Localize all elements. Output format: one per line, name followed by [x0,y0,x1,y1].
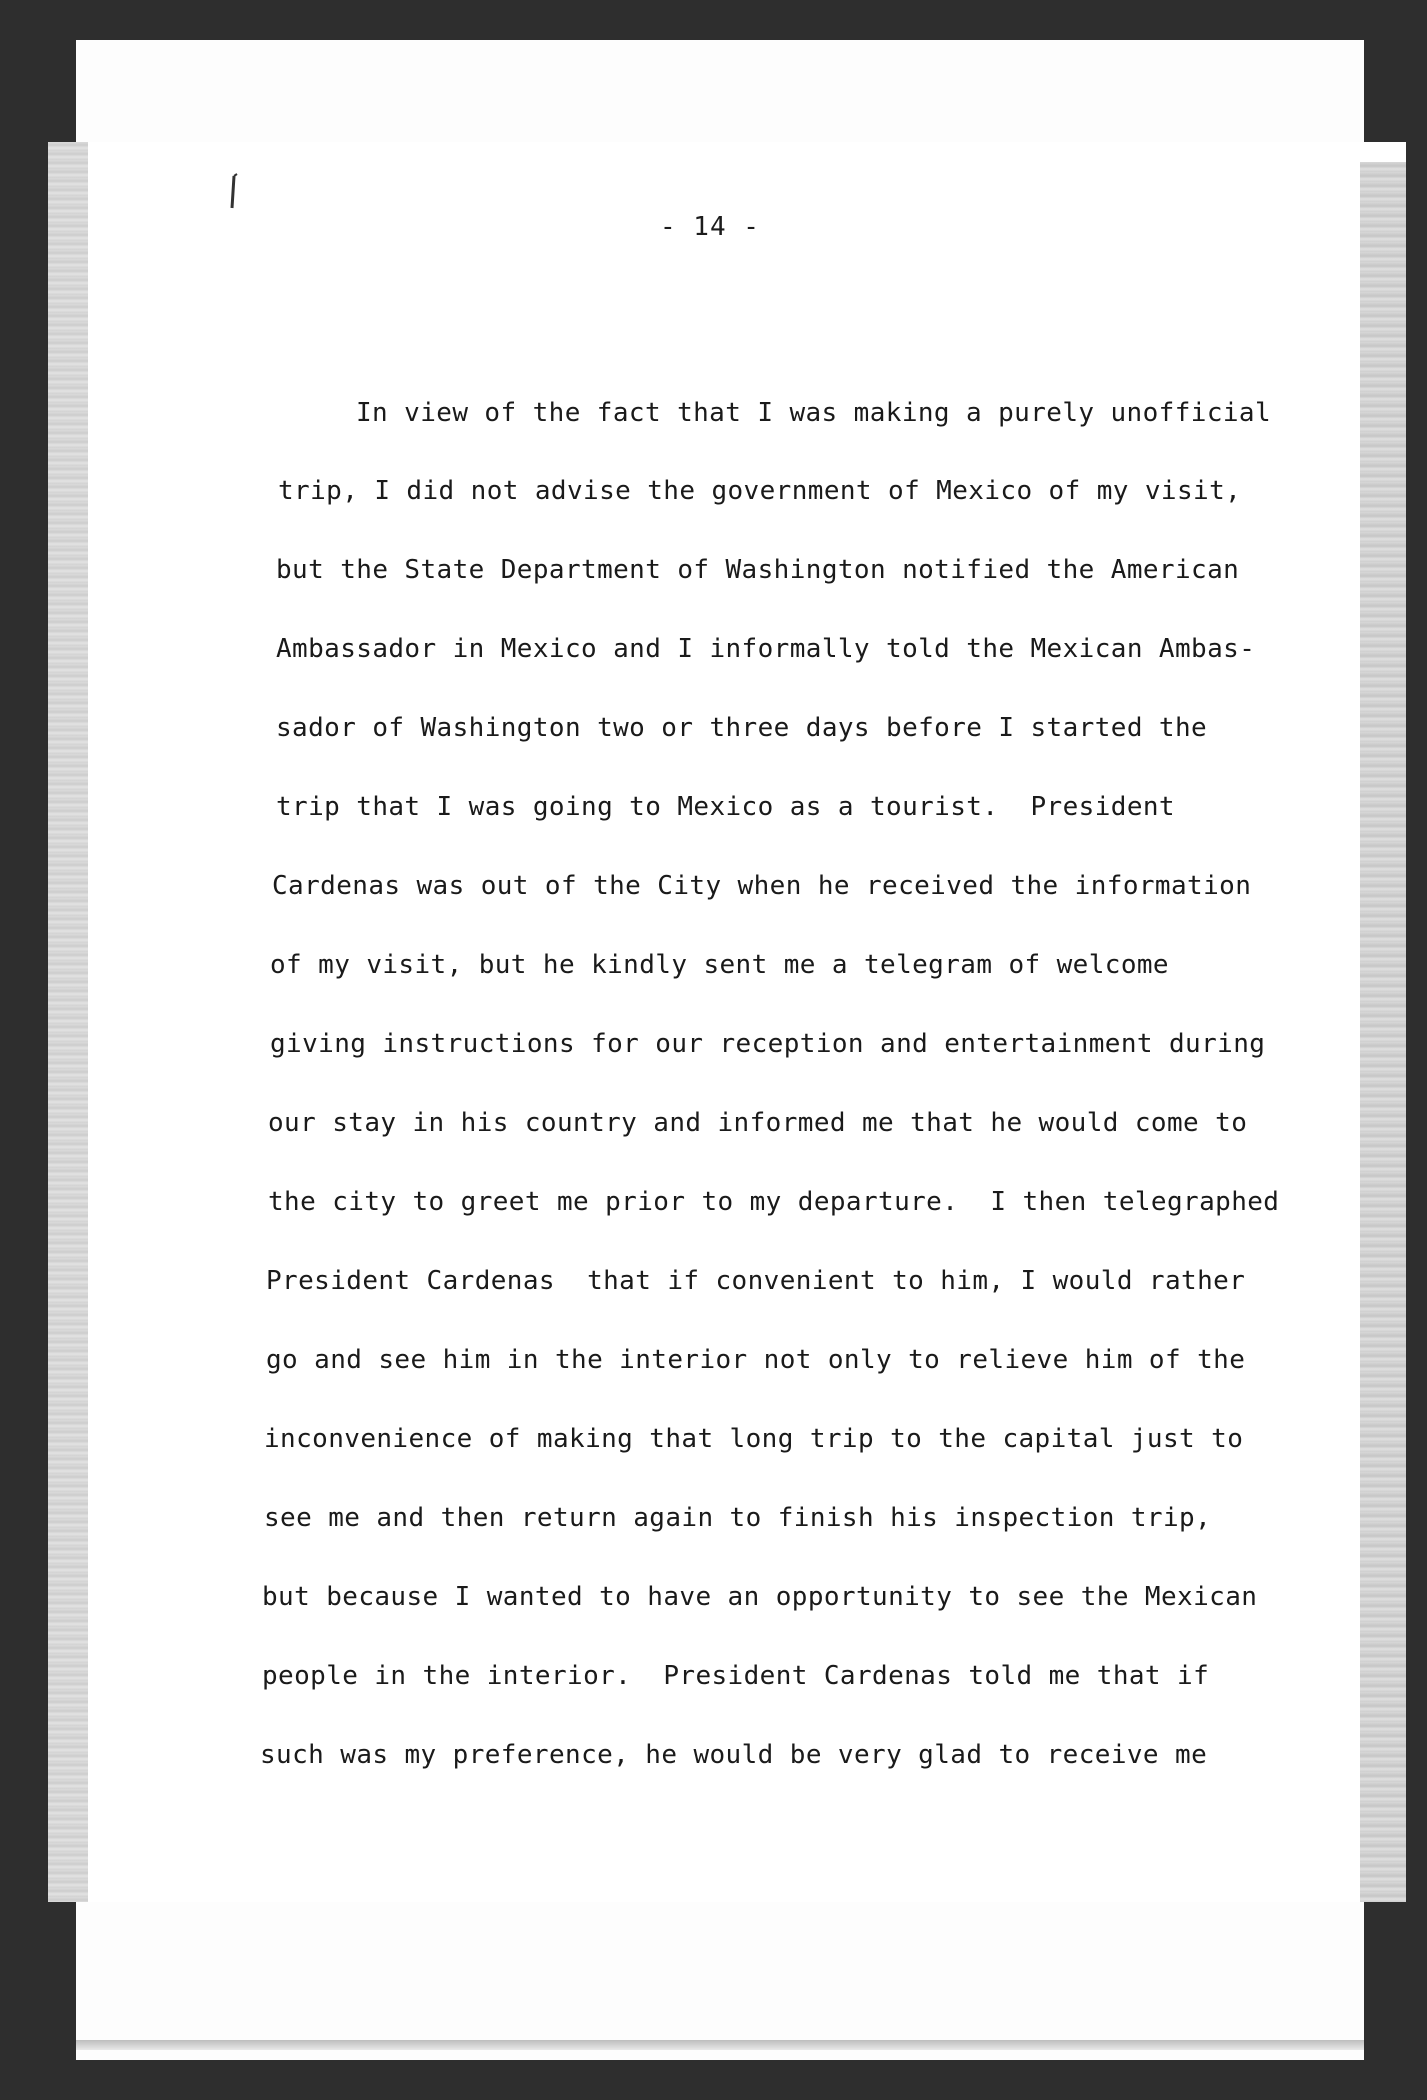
margin-pencil-marks [226,172,266,302]
text-line: trip that I was going to Mexico as a tourist. President [276,792,1175,822]
text-line: inconvenience of making that long trip to the capital just to [264,1424,1244,1454]
text-line: In view of the fact that I was making a purely unofficial [356,398,1272,428]
text-line: but the State Department of Washington notified the American [276,555,1240,585]
page-bottom-shadow [76,2040,1364,2050]
text-line: President Cardenas that if convenient to him, I would rather [266,1266,1246,1296]
text-line: our stay in his country and informed me that he would come to [268,1108,1248,1138]
text-line: giving instructions for our reception and entertainment during [270,1029,1266,1059]
text-line: Ambassador in Mexico and I informally told the Mexican Ambas- [276,634,1256,664]
page-number: - 14 - [660,212,760,242]
text-line: Cardenas was out of the City when he received the information [272,871,1252,901]
page-edge-right [1360,162,1406,1902]
page-edge-left [48,142,88,1902]
text-line: people in the interior. President Cardenas told me that if [262,1661,1210,1691]
text-line: sador of Washington two or three days before I started the [276,713,1208,743]
text-line: trip, I did not advise the government of Mexico of my visit, [278,476,1242,506]
text-line: such was my preference, he would be very glad to receive me [260,1740,1208,1770]
text-line: go and see him in the interior not only to relieve him of the [266,1345,1246,1375]
text-line: the city to greet me prior to my departure. I then telegraphed [268,1187,1280,1217]
text-line: see me and then return again to finish his inspection trip, [264,1503,1212,1533]
text-line: but because I wanted to have an opportunity to see the Mexican [262,1582,1258,1612]
text-line: of my visit, but he kindly sent me a telegram of welcome [270,950,1169,980]
